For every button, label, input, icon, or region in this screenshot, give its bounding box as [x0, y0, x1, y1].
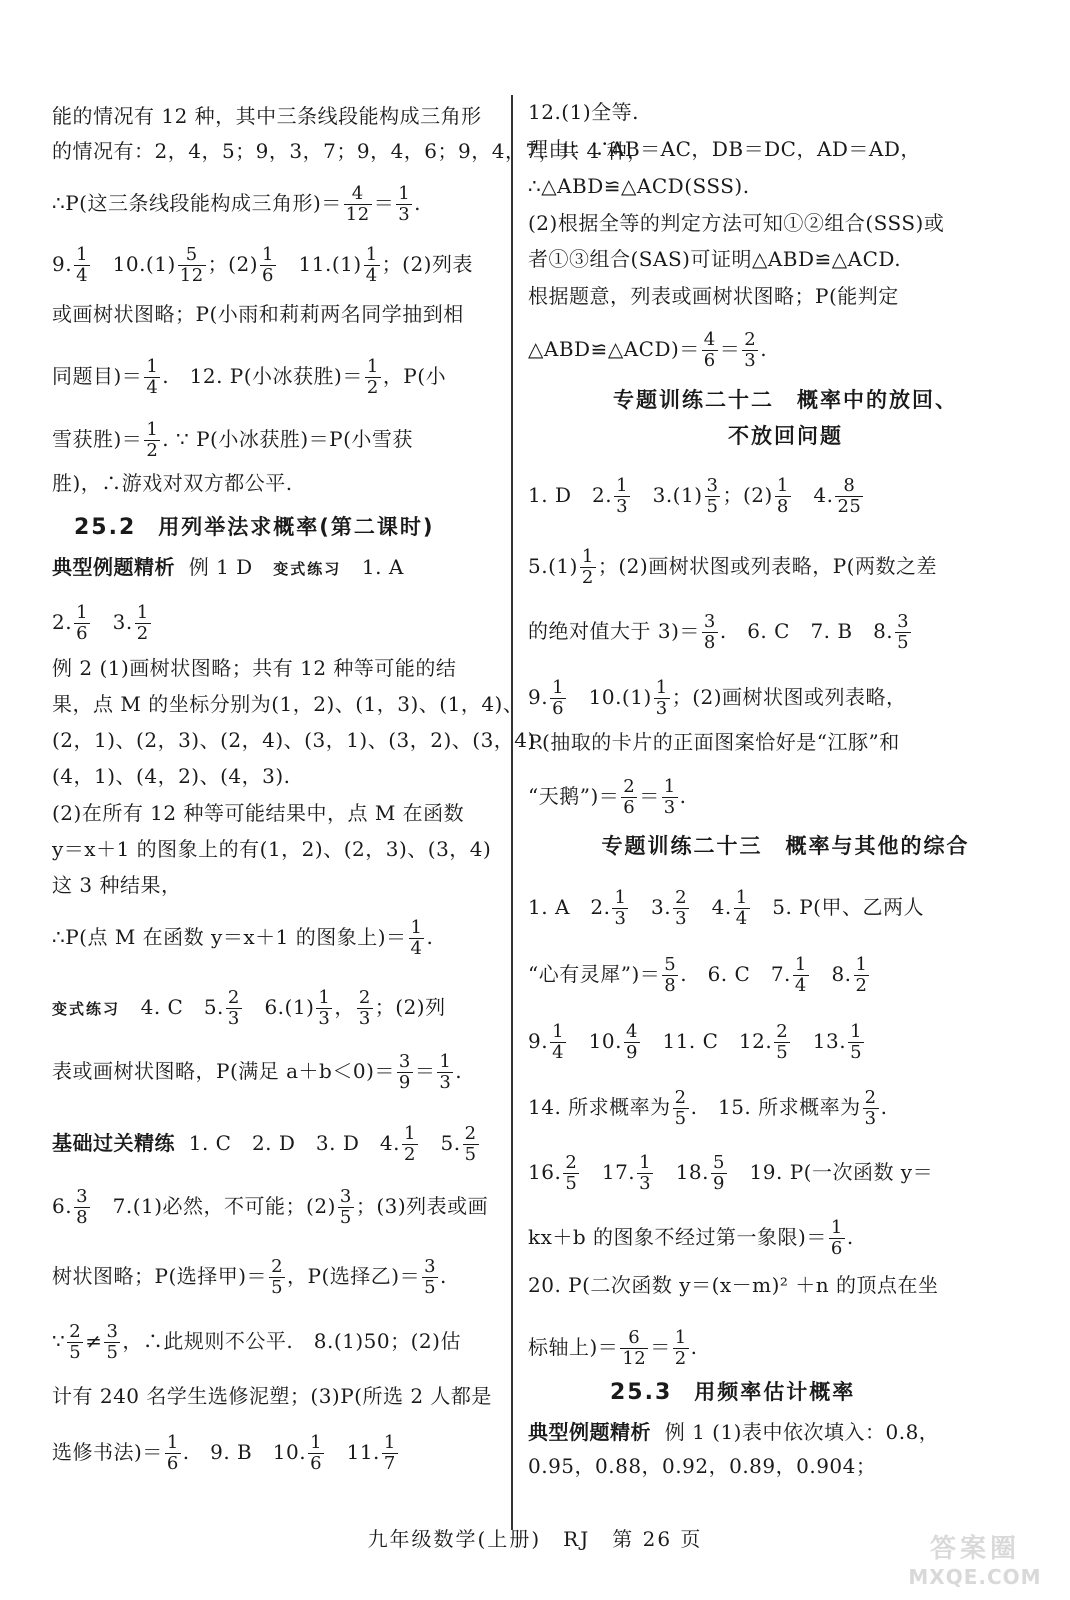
- fraction: $\frac{1}{3}$: [398, 183, 411, 225]
- fraction: $\frac{6}{12}$: [622, 1327, 647, 1369]
- text-line: 选修书法)＝ $\frac{1}{6}$ . 9. B 10. $\frac{1}{6}$ 11. $\frac{1}{7}$: [52, 1432, 396, 1474]
- text-line: 1. A 2. $\frac{1}{3}$ 3. $\frac{2}{3}$ 4. $\frac{1}{4}$ 5. P(甲、乙两人: [528, 887, 924, 929]
- text-line: 16. $\frac{2}{5}$ 17. $\frac{1}{3}$ 18. $\frac{5}{9}$ 19. P(一次函数 y＝: [528, 1152, 934, 1194]
- text-line: 计有 240 名学生选修泥塑；(3)P(所选 2 人都是: [52, 1384, 492, 1408]
- fraction: $\frac{1}{6}$: [166, 1432, 179, 1474]
- fraction: $\frac{3}{8}$: [76, 1186, 89, 1228]
- fraction: $\frac{1}{2}$: [581, 546, 594, 588]
- page-footer: 九年级数学(上册) RJ 第 26 页: [367, 1527, 703, 1551]
- text-line: 20. P(二次函数 y＝(x－m)² ＋n 的顶点在坐: [528, 1273, 939, 1297]
- text-line: 5.(1) $\frac{1}{2}$ ；(2)画树状图或列表略，P(两数之差: [528, 546, 937, 588]
- fraction: $\frac{2}{3}$: [227, 987, 240, 1029]
- text-line: 9. $\frac{1}{4}$ 10.(1) $\frac{5}{12}$ ；(2) $\frac{1}{6}$ 11.(1) $\frac{1}{4}$ ；(2)列表: [52, 244, 473, 286]
- text-line: ∵ $\frac{2}{5}$ ≠ $\frac{3}{5}$ ，∴此规则不公平. 8.(1)50；(2)估: [52, 1321, 461, 1363]
- fraction: $\frac{1}{4}$: [146, 356, 159, 398]
- watermark-url: MXQE.COM: [908, 1565, 1042, 1589]
- text-line: 典型例题精析 例 1 (1)表中依次填入：0.8，: [528, 1420, 940, 1444]
- text-line: 例 2 (1)画树状图略；共有 12 种等可能的结: [52, 656, 457, 680]
- fraction: $\frac{2}{6}$: [623, 776, 636, 818]
- text-line: ∴P(这三条线段能构成三角形)＝ $\frac{4}{12}$ ＝ $\frac{1}{3}$ .: [52, 183, 422, 225]
- fraction: $\frac{8}{25}$: [837, 475, 862, 517]
- fraction: $\frac{1}{3}$: [614, 887, 627, 929]
- text-line: kx＋b 的图象不经过第一象限)＝ $\frac{1}{6}$ .: [528, 1217, 854, 1259]
- fraction: $\frac{3}{8}$: [703, 611, 716, 653]
- fraction: $\frac{1}{4}$: [410, 917, 423, 959]
- fraction: $\frac{5}{8}$: [664, 954, 677, 996]
- fraction: $\frac{1}{2}$: [674, 1327, 687, 1369]
- text-line: 典型例题精析 例 1 D 变式练习 1. A: [52, 555, 404, 579]
- text-line: △ABD≌△ACD)＝ $\frac{4}{6}$ ＝ $\frac{2}{3}$ .: [528, 329, 768, 371]
- fraction: $\frac{1}{8}$: [776, 475, 789, 517]
- text-line: P(抽取的卡片的正面图案恰好是“江豚”和: [528, 730, 900, 754]
- text-line: 的情况有：2，4，5；9，3，7；9，4，6；9，4，7，共 4 种，: [52, 139, 648, 163]
- fraction: $\frac{1}{3}$: [616, 475, 629, 517]
- text-line: 或画树状图略；P(小雨和莉莉两名同学抽到相: [52, 302, 464, 326]
- text-line: ∴P(点 M 在函数 y＝x＋1 的图象上)＝ $\frac{1}{4}$ .: [52, 917, 434, 959]
- text-line: (4，1)、(4，2)、(4，3).: [52, 764, 291, 788]
- text-line: 者①③组合(SAS)可证明△ABD≌△ACD.: [528, 247, 902, 271]
- topic-heading: 专题训练二十三 概率与其他的综合: [601, 834, 970, 858]
- fraction: $\frac{4}{9}$: [625, 1021, 638, 1063]
- watermark-logo: [900, 1535, 1050, 1590]
- fraction: $\frac{1}{2}$: [146, 419, 159, 461]
- fraction: $\frac{1}{3}$: [439, 1051, 452, 1093]
- text-line: “天鹅”)＝ $\frac{2}{6}$ ＝ $\frac{1}{3}$ .: [528, 776, 687, 818]
- text-line: 雪获胜)＝ $\frac{1}{2}$ . ∵ P(小冰获胜)＝P(小雪获: [52, 419, 413, 461]
- text-line: (2)在所有 12 种等可能结果中，点 M 在函数: [52, 801, 465, 825]
- text-line: 表或画树状图略，P(满足 a＋b＜0)＝ $\frac{3}{9}$ ＝ $\frac{1}{3}$ .: [52, 1051, 463, 1093]
- fraction: $\frac{1}{3}$: [663, 776, 676, 818]
- text-line: ∴△ABD≌△ACD(SSS).: [528, 174, 750, 198]
- fraction: $\frac{3}{5}$: [424, 1256, 437, 1298]
- fraction: $\frac{5}{9}$: [713, 1152, 725, 1194]
- fraction: $\frac{1}{2}$: [136, 602, 149, 644]
- fraction: $\frac{1}{3}$: [318, 987, 331, 1029]
- text-line: 14. 所求概率为 $\frac{2}{5}$ . 15. 所求概率为 $\frac{2}{3}$ .: [528, 1087, 888, 1129]
- text-line: 树状图略；P(选择甲)＝ $\frac{2}{5}$ ，P(选择乙)＝ $\frac{3}{5}$ .: [52, 1256, 447, 1298]
- fraction: $\frac{3}{5}$: [106, 1321, 119, 1363]
- fraction: $\frac{1}{2}$: [366, 356, 379, 398]
- fraction: $\frac{1}{6}$: [310, 1432, 323, 1474]
- fraction: $\frac{3}{9}$: [398, 1051, 411, 1093]
- text-line: 6. $\frac{3}{8}$ 7.(1)必然，不可能；(2) $\frac{3}{5}$ ；(3)列表或画: [52, 1186, 489, 1228]
- fraction: $\frac{4}{6}$: [703, 329, 716, 371]
- fraction: $\frac{1}{6}$: [830, 1217, 843, 1259]
- fraction: $\frac{1}{5}$: [850, 1021, 863, 1063]
- text-line: (2)根据全等的判定方法可知①②组合(SSS)或: [528, 211, 945, 235]
- text-line: 的绝对值大于 3)＝ $\frac{3}{8}$ . 6. C 7. B 8. $\frac{3}{5}$: [528, 611, 910, 653]
- text-line: 理由：∵AB＝AC，DB＝DC，AD＝AD，: [528, 137, 921, 161]
- text-line: 2. $\frac{1}{6}$ 3. $\frac{1}{2}$: [52, 602, 149, 644]
- text-line: (2，1)、(2，3)、(2，4)、(3，1)、(3，2)、(3，4)、: [52, 728, 557, 752]
- fraction: $\frac{1}{6}$: [76, 602, 89, 644]
- text-line: 胜)，∴游戏对双方都公平.: [52, 471, 293, 495]
- fraction: $\frac{1}{6}$: [552, 677, 565, 719]
- topic-heading: 不放回问题: [728, 424, 843, 448]
- text-line: 同题目)＝ $\frac{1}{4}$ . 12. P(小冰获胜)＝ $\frac{1}{2}$ ，P(小: [52, 356, 447, 398]
- section-heading: 25.3 用频率估计概率: [610, 1380, 856, 1405]
- fraction: $\frac{2}{5}$: [674, 1087, 687, 1129]
- fraction: $\frac{1}{4}$: [552, 1021, 565, 1063]
- section-heading: 25.2 用列举法求概率(第二课时): [74, 515, 435, 540]
- fraction: $\frac{3}{5}$: [339, 1186, 352, 1228]
- fraction: $\frac{2}{5}$: [271, 1256, 284, 1298]
- text-line: 0.95，0.88，0.92，0.89，0.904；: [528, 1454, 877, 1478]
- fraction: $\frac{1}{6}$: [262, 244, 274, 286]
- text-line: 9. $\frac{1}{4}$ 10. $\frac{4}{9}$ 11. C 12. $\frac{2}{5}$ 13. $\frac{1}{5}$: [528, 1021, 863, 1063]
- fraction: $\frac{2}{5}$: [69, 1321, 82, 1363]
- fraction: $\frac{3}{5}$: [897, 611, 910, 653]
- fraction: $\frac{2}{3}$: [675, 887, 688, 929]
- fraction: $\frac{2}{3}$: [744, 329, 757, 371]
- text-line: 变式练习 4. C 5. $\frac{2}{3}$ 6.(1) $\frac{1}{3}$ ， $\frac{2}{3}$ ；(2)列: [52, 987, 446, 1029]
- fraction: $\frac{2}{3}$: [864, 1087, 877, 1129]
- fraction: $\frac{2}{3}$: [358, 987, 371, 1029]
- fraction: $\frac{2}{5}$: [565, 1152, 578, 1194]
- watermark-text: 答案圈: [929, 1534, 1020, 1564]
- text-line: 能的情况有 12 种，其中三条线段能构成三角形: [52, 104, 482, 128]
- fraction: $\frac{1}{4}$: [76, 244, 89, 286]
- fraction: $\frac{1}{4}$: [794, 954, 807, 996]
- fraction: $\frac{1}{2}$: [404, 1123, 416, 1165]
- text-line: 根据题意，列表或画树状图略；P(能判定: [528, 284, 899, 308]
- text-line: 标轴上)＝ $\frac{6}{12}$ ＝ $\frac{1}{2}$ .: [528, 1327, 698, 1369]
- fraction: $\frac{2}{5}$: [776, 1021, 789, 1063]
- text-line: 12.(1)全等.: [528, 100, 639, 124]
- fraction: $\frac{4}{12}$: [345, 183, 370, 225]
- fraction: $\frac{1}{4}$: [365, 244, 378, 286]
- fraction: $\frac{1}{3}$: [655, 677, 668, 719]
- text-line: 1. D 2. $\frac{1}{3}$ 3.(1) $\frac{3}{5}$ ；(2) $\frac{1}{8}$ 4. $\frac{8}{25}$: [528, 475, 862, 517]
- fraction: $\frac{1}{7}$: [383, 1432, 396, 1474]
- fraction: $\frac{1}{3}$: [639, 1152, 652, 1194]
- text-line: 果，点 M 的坐标分别为(1，2)、(1，3)、(1，4)、: [52, 692, 524, 716]
- text-line: 基础过关精练 1. C 2. D 3. D 4. $\frac{1}{2}$ 5. $\frac{2}{5}$: [52, 1123, 477, 1165]
- text-line: 9. $\frac{1}{6}$ 10.(1) $\frac{1}{3}$ ；(2)画树状图或列表略，: [528, 677, 907, 719]
- fraction: $\frac{2}{5}$: [464, 1123, 477, 1165]
- column-divider: [511, 95, 513, 1530]
- text-line: 这 3 种结果，: [52, 873, 182, 897]
- topic-heading: 专题训练二十二 概率中的放回、: [613, 388, 958, 412]
- fraction: $\frac{3}{5}$: [706, 475, 719, 517]
- text-line: y＝x＋1 的图象上的有(1，2)、(2，3)、(3，4): [52, 837, 492, 861]
- fraction: $\frac{5}{12}$: [179, 244, 204, 286]
- fraction: $\frac{1}{4}$: [735, 887, 748, 929]
- text-line: “心有灵犀”)＝ $\frac{5}{8}$ . 6. C 7. $\frac{1}{4}$ 8. $\frac{1}{2}$: [528, 954, 868, 996]
- fraction: $\frac{1}{2}$: [855, 954, 868, 996]
